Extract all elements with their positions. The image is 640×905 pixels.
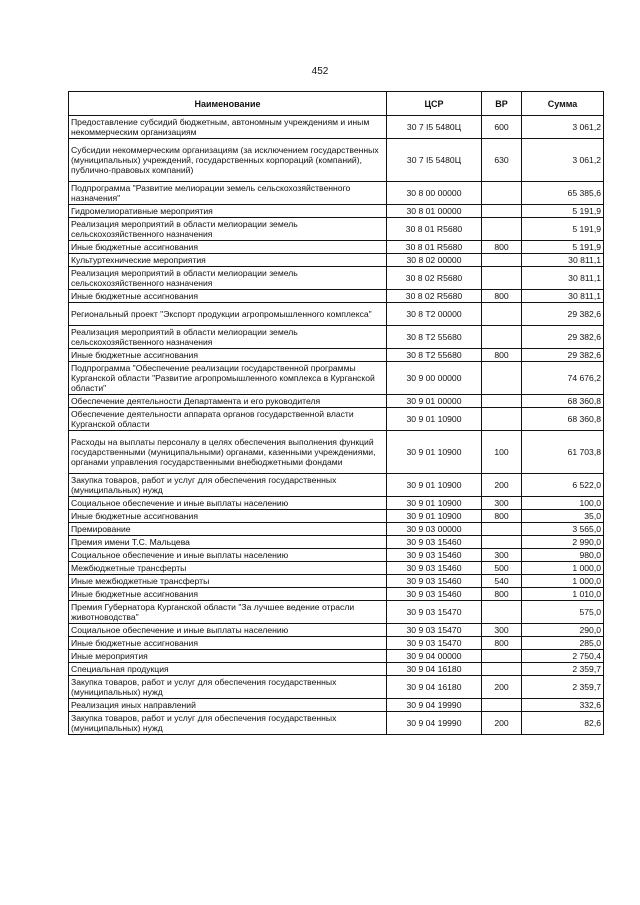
cell-name: Реализация мероприятий в области мелиорации земель сельскохозяйственного назначения <box>69 267 387 290</box>
cell-csr: 30 9 03 15460 <box>387 549 482 562</box>
cell-sum: 285,0 <box>522 637 604 650</box>
table-row <box>69 474 604 497</box>
cell-name: Обеспечение деятельности аппарата органов государственной власти Курганской области <box>69 408 387 431</box>
cell-csr: 30 8 02 R5680 <box>387 267 482 290</box>
table-row <box>69 549 604 562</box>
cell-vr: 500 <box>482 562 522 575</box>
table-row <box>69 205 604 218</box>
cell-csr: 30 8 01 00000 <box>387 205 482 218</box>
cell-vr <box>482 523 522 536</box>
cell-sum: 332,6 <box>522 699 604 712</box>
cell-name: Закупка товаров, работ и услуг для обеспечения государственных (муниципальных) нужд <box>69 474 387 497</box>
table-row <box>69 290 604 303</box>
cell-vr <box>482 395 522 408</box>
cell-csr: 30 8 01 R5680 <box>387 241 482 254</box>
cell-sum: 575,0 <box>522 601 604 624</box>
table-row <box>69 536 604 549</box>
cell-vr <box>482 699 522 712</box>
cell-sum: 6 522,0 <box>522 474 604 497</box>
cell-name: Иные межбюджетные трансферты <box>69 575 387 588</box>
table-row <box>69 182 604 205</box>
cell-vr: 200 <box>482 474 522 497</box>
cell-sum: 980,0 <box>522 549 604 562</box>
cell-csr: 30 9 01 00000 <box>387 395 482 408</box>
cell-csr: 30 8 01 R5680 <box>387 218 482 241</box>
cell-vr <box>482 267 522 290</box>
cell-csr: 30 7 I5 5480Ц <box>387 116 482 139</box>
cell-name: Специальная продукция <box>69 663 387 676</box>
cell-name: Социальное обеспечение и иные выплаты населению <box>69 624 387 637</box>
cell-vr: 800 <box>482 588 522 601</box>
cell-name: Закупка товаров, работ и услуг для обеспечения государственных (муниципальных) нужд <box>69 676 387 699</box>
cell-name: Иные бюджетные ассигнования <box>69 349 387 362</box>
cell-vr <box>482 218 522 241</box>
cell-name: Культуртехнические мероприятия <box>69 254 387 267</box>
cell-csr: 30 8 T2 55680 <box>387 326 482 349</box>
cell-sum: 2 990,0 <box>522 536 604 549</box>
cell-sum: 29 382,6 <box>522 326 604 349</box>
table-row <box>69 349 604 362</box>
cell-vr: 800 <box>482 241 522 254</box>
cell-sum: 30 811,1 <box>522 254 604 267</box>
cell-csr: 30 9 03 15460 <box>387 588 482 601</box>
cell-name: Подпрограмма "Обеспечение реализации государственной программы Курганской области "Развитие агропромышленного комплекса в Курганской области" <box>69 362 387 395</box>
cell-sum: 1 000,0 <box>522 562 604 575</box>
header-vr: ВР <box>482 92 522 116</box>
cell-vr: 630 <box>482 139 522 182</box>
cell-name: Обеспечение деятельности Департамента и его руководителя <box>69 395 387 408</box>
cell-name: Премирование <box>69 523 387 536</box>
cell-vr <box>482 182 522 205</box>
cell-sum: 1 010,0 <box>522 588 604 601</box>
cell-vr <box>482 362 522 395</box>
cell-vr: 600 <box>482 116 522 139</box>
cell-sum: 35,0 <box>522 510 604 523</box>
cell-name: Подпрограмма "Развитие мелиорации земель сельскохозяйственного назначения" <box>69 182 387 205</box>
cell-name: Гидромелиоративные мероприятия <box>69 205 387 218</box>
table-row <box>69 303 604 326</box>
cell-vr: 200 <box>482 712 522 735</box>
cell-sum: 5 191,9 <box>522 205 604 218</box>
cell-csr: 30 8 00 00000 <box>387 182 482 205</box>
table-row <box>69 254 604 267</box>
table-row <box>69 362 604 395</box>
cell-name: Иные бюджетные ассигнования <box>69 588 387 601</box>
cell-vr <box>482 663 522 676</box>
cell-sum: 3 061,2 <box>522 139 604 182</box>
cell-vr: 800 <box>482 290 522 303</box>
cell-vr: 300 <box>482 497 522 510</box>
cell-csr: 30 9 04 16180 <box>387 663 482 676</box>
header-name: Наименование <box>69 92 387 116</box>
cell-sum: 30 811,1 <box>522 290 604 303</box>
cell-sum: 290,0 <box>522 624 604 637</box>
cell-sum: 68 360,8 <box>522 408 604 431</box>
page-number: 452 <box>311 66 329 77</box>
table-row <box>69 523 604 536</box>
table-row <box>69 241 604 254</box>
header-sum: Сумма <box>522 92 604 116</box>
cell-sum: 2 359,7 <box>522 663 604 676</box>
cell-csr: 30 9 03 15460 <box>387 562 482 575</box>
table-row <box>69 699 604 712</box>
table-row <box>69 663 604 676</box>
table-row <box>69 712 604 735</box>
header-csr: ЦСР <box>387 92 482 116</box>
table-row <box>69 139 604 182</box>
cell-name: Закупка товаров, работ и услуг для обеспечения государственных (муниципальных) нужд <box>69 712 387 735</box>
table-header-row <box>69 92 604 116</box>
cell-vr: 200 <box>482 676 522 699</box>
table-row <box>69 650 604 663</box>
cell-name: Реализация мероприятий в области мелиорации земель сельскохозяйственного назначения <box>69 218 387 241</box>
cell-name: Межбюджетные трансферты <box>69 562 387 575</box>
cell-vr <box>482 205 522 218</box>
cell-vr: 800 <box>482 510 522 523</box>
cell-csr: 30 7 I5 5480Ц <box>387 139 482 182</box>
cell-csr: 30 9 03 15460 <box>387 575 482 588</box>
table-row <box>69 510 604 523</box>
cell-csr: 30 9 04 19990 <box>387 699 482 712</box>
cell-sum: 74 676,2 <box>522 362 604 395</box>
cell-csr: 30 9 03 15470 <box>387 637 482 650</box>
table-row <box>69 562 604 575</box>
cell-name: Субсидии некоммерческим организациям (за исключением государственных (муниципальных) учреждений, государственных корпораций (компаний), публично-правовых компаний) <box>69 139 387 182</box>
cell-vr <box>482 326 522 349</box>
cell-sum: 68 360,8 <box>522 395 604 408</box>
table-row <box>69 267 604 290</box>
cell-csr: 30 9 03 15460 <box>387 536 482 549</box>
cell-csr: 30 9 04 19990 <box>387 712 482 735</box>
cell-sum: 29 382,6 <box>522 303 604 326</box>
cell-sum: 5 191,9 <box>522 241 604 254</box>
table-row <box>69 676 604 699</box>
cell-name: Реализация мероприятий в области мелиорации земель сельскохозяйственного назначения <box>69 326 387 349</box>
table-row <box>69 575 604 588</box>
cell-csr: 30 9 01 10900 <box>387 510 482 523</box>
cell-csr: 30 9 03 00000 <box>387 523 482 536</box>
cell-name: Премия Губернатора Курганской области "За лучшее ведение отрасли животноводства" <box>69 601 387 624</box>
cell-csr: 30 9 04 16180 <box>387 676 482 699</box>
cell-csr: 30 8 T2 55680 <box>387 349 482 362</box>
table-row <box>69 601 604 624</box>
cell-csr: 30 9 00 00000 <box>387 362 482 395</box>
cell-csr: 30 9 01 10900 <box>387 497 482 510</box>
table-row <box>69 218 604 241</box>
table-row <box>69 588 604 601</box>
cell-sum: 2 359,7 <box>522 676 604 699</box>
cell-name: Иные бюджетные ассигнования <box>69 637 387 650</box>
cell-csr: 30 9 04 00000 <box>387 650 482 663</box>
cell-csr: 30 8 T2 00000 <box>387 303 482 326</box>
cell-name: Премия имени Т.С. Мальцева <box>69 536 387 549</box>
table-row <box>69 497 604 510</box>
cell-name: Региональный проект "Экспорт продукции агропромышленного комплекса" <box>69 303 387 326</box>
cell-name: Иные мероприятия <box>69 650 387 663</box>
cell-csr: 30 9 01 10900 <box>387 408 482 431</box>
cell-csr: 30 8 02 R5680 <box>387 290 482 303</box>
cell-sum: 5 191,9 <box>522 218 604 241</box>
cell-sum: 61 703,8 <box>522 431 604 474</box>
cell-vr <box>482 601 522 624</box>
cell-name: Расходы на выплаты персоналу в целях обеспечения выполнения функций государственными (муниципальными) органами, казенными учреждениями, органами управления государственными внебюджетными фондами <box>69 431 387 474</box>
table-row <box>69 395 604 408</box>
table-row <box>69 431 604 474</box>
cell-name: Иные бюджетные ассигнования <box>69 241 387 254</box>
cell-sum: 3 565,0 <box>522 523 604 536</box>
cell-name: Иные бюджетные ассигнования <box>69 290 387 303</box>
cell-sum: 30 811,1 <box>522 267 604 290</box>
cell-vr <box>482 408 522 431</box>
cell-csr: 30 9 01 10900 <box>387 474 482 497</box>
cell-csr: 30 9 01 10900 <box>387 431 482 474</box>
cell-name: Реализация иных направлений <box>69 699 387 712</box>
cell-vr: 800 <box>482 637 522 650</box>
cell-vr: 300 <box>482 549 522 562</box>
cell-csr: 30 9 03 15470 <box>387 624 482 637</box>
table-row <box>69 326 604 349</box>
cell-vr <box>482 254 522 267</box>
cell-sum: 3 061,2 <box>522 116 604 139</box>
table-row <box>69 624 604 637</box>
budget-table <box>68 91 604 735</box>
table-body <box>69 116 604 735</box>
cell-name: Социальное обеспечение и иные выплаты населению <box>69 497 387 510</box>
cell-vr: 540 <box>482 575 522 588</box>
table-row <box>69 637 604 650</box>
cell-name: Социальное обеспечение и иные выплаты населению <box>69 549 387 562</box>
cell-csr: 30 9 03 15470 <box>387 601 482 624</box>
cell-vr: 300 <box>482 624 522 637</box>
cell-sum: 2 750,4 <box>522 650 604 663</box>
cell-name: Иные бюджетные ассигнования <box>69 510 387 523</box>
cell-sum: 1 000,0 <box>522 575 604 588</box>
table-row <box>69 408 604 431</box>
cell-sum: 65 385,6 <box>522 182 604 205</box>
cell-sum: 100,0 <box>522 497 604 510</box>
cell-vr: 100 <box>482 431 522 474</box>
cell-vr <box>482 650 522 663</box>
cell-name: Предоставление субсидий бюджетным, автономным учреждениям и иным некоммерческим организациям <box>69 116 387 139</box>
table-row <box>69 116 604 139</box>
cell-csr: 30 8 02 00000 <box>387 254 482 267</box>
cell-vr: 800 <box>482 349 522 362</box>
cell-vr <box>482 303 522 326</box>
cell-sum: 29 382,6 <box>522 349 604 362</box>
cell-vr <box>482 536 522 549</box>
cell-sum: 82,6 <box>522 712 604 735</box>
